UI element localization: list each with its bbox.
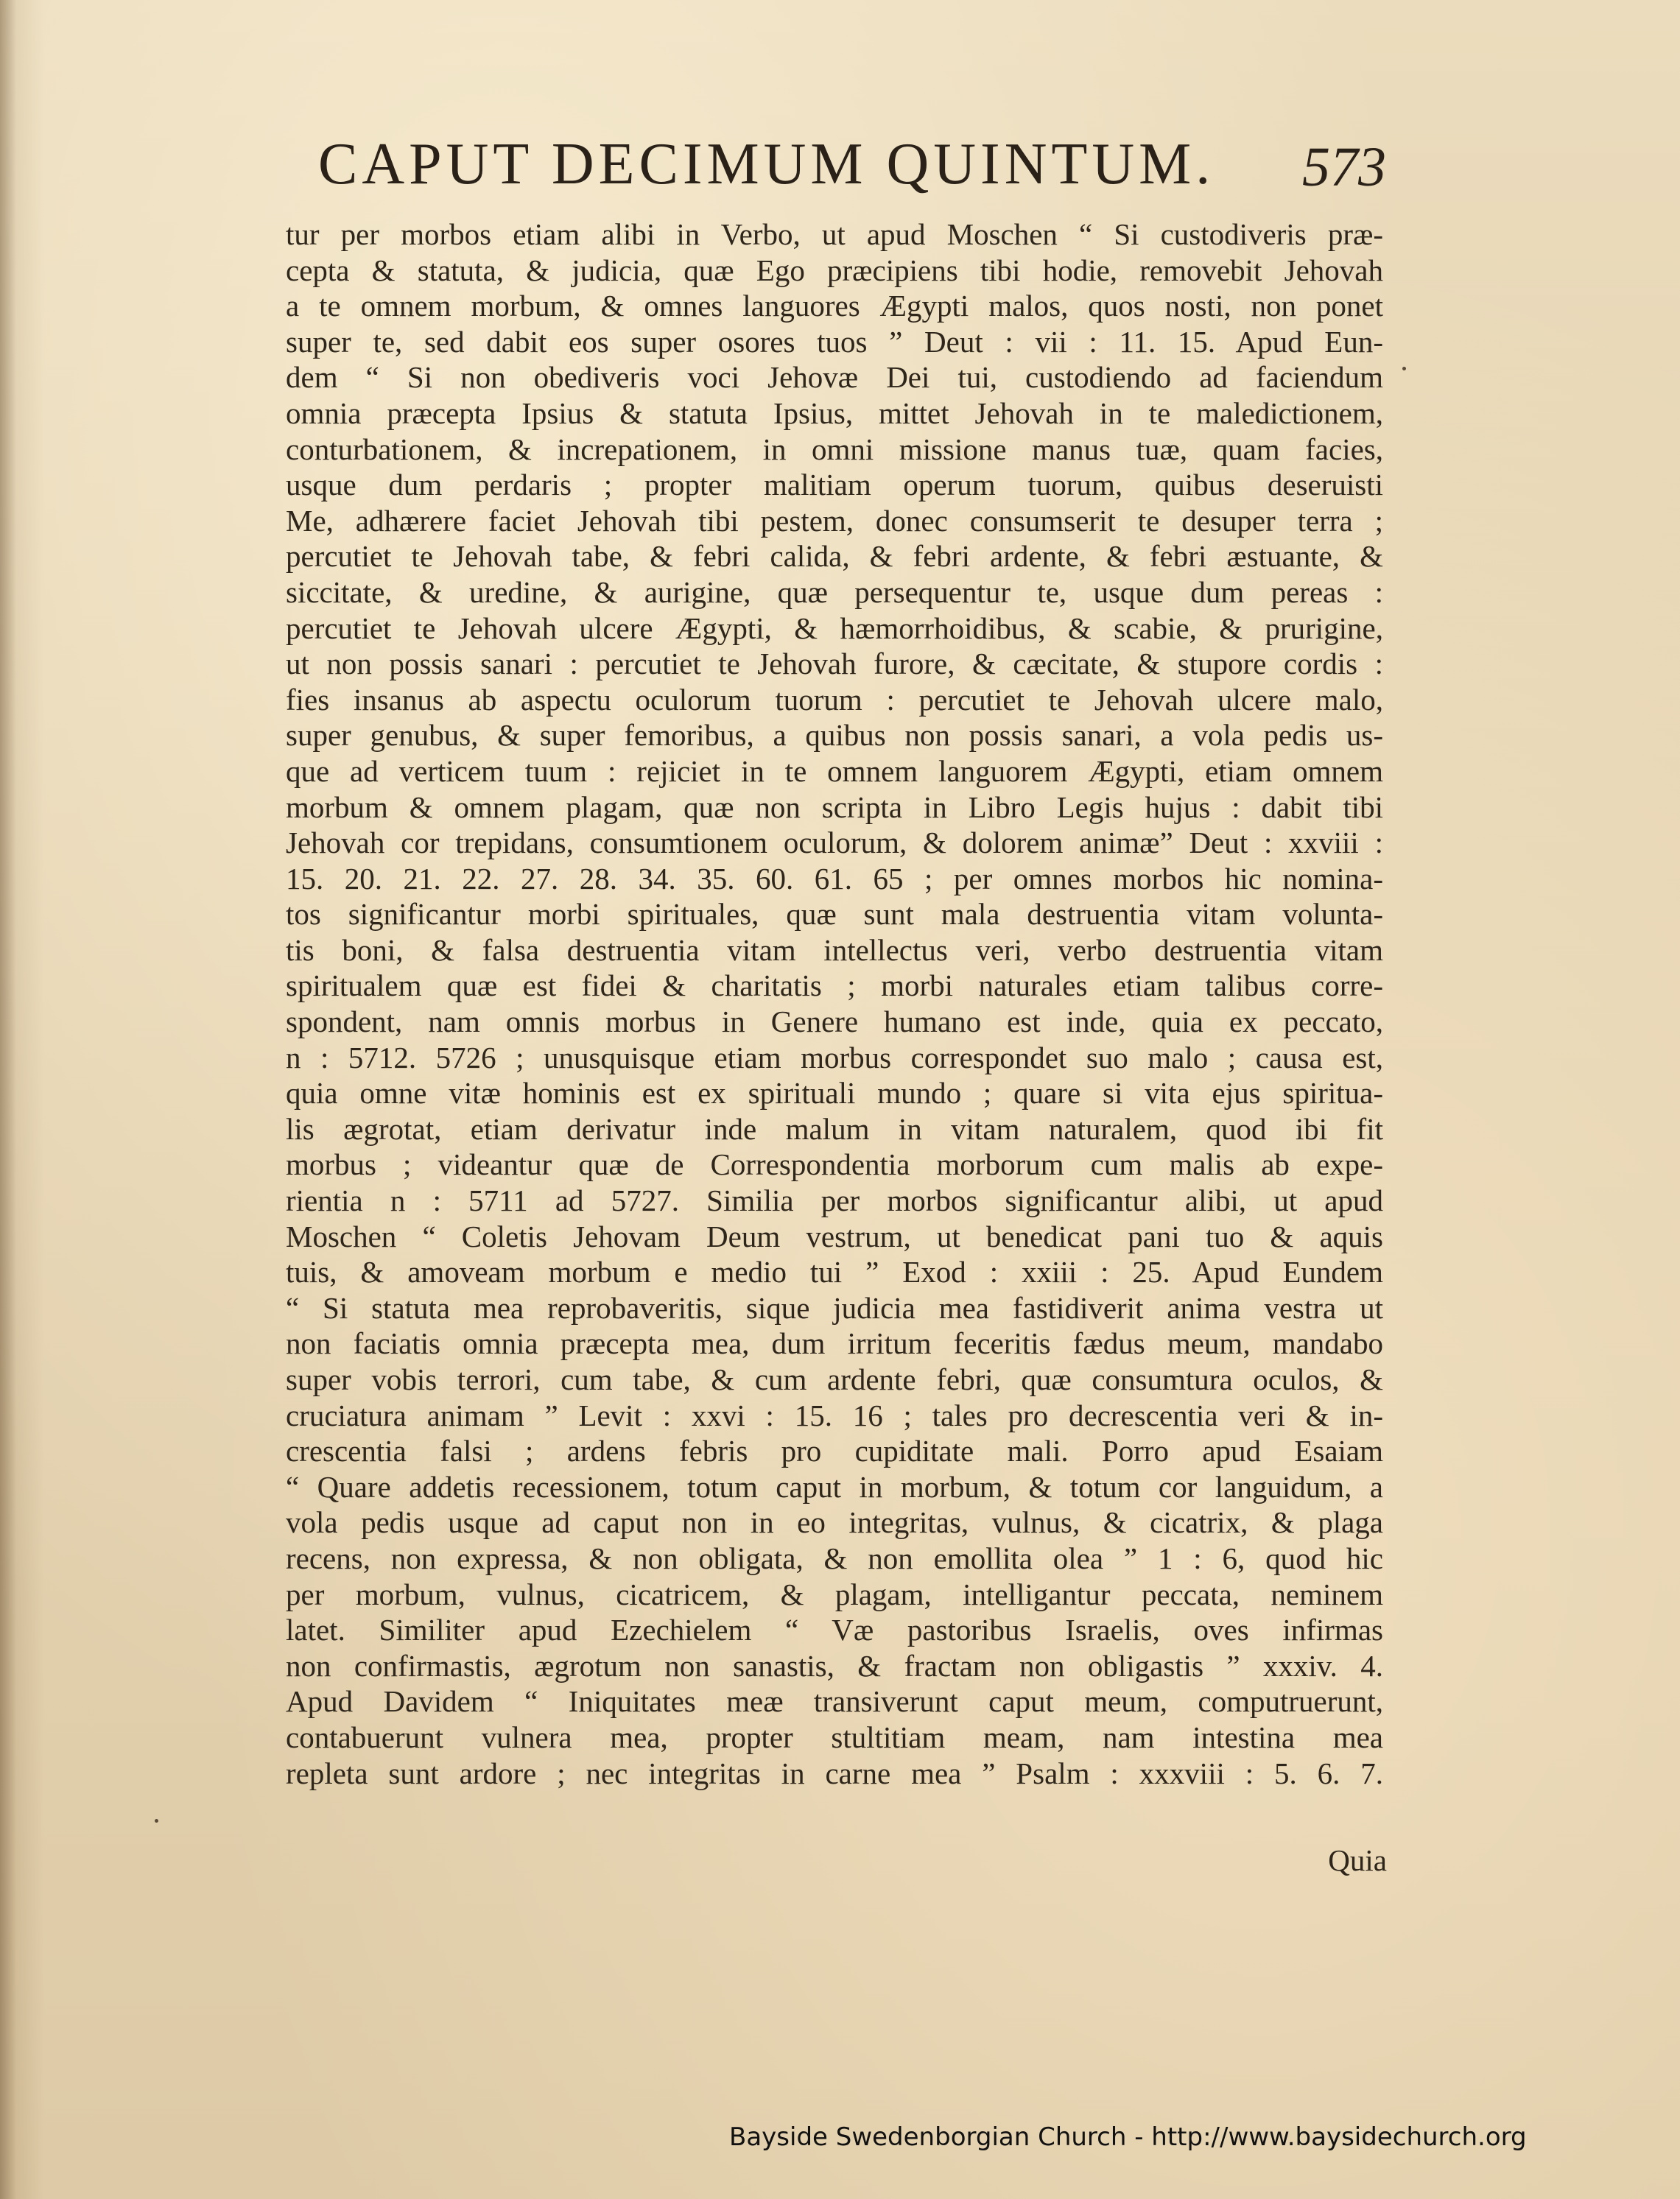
text-line: non faciatis omnia præcepta mea, dum irritum feceritis fædus meum, mandabo <box>286 1326 1383 1361</box>
text-line: super genubus, & super femoribus, a quibus non possis sanari, a vola pedis us- <box>286 718 1383 753</box>
text-line: a te omnem morbum, & omnes languores Ægypti malos, quos nosti, non ponet <box>286 289 1383 323</box>
text-line: Me, adhærere faciet Jehovah tibi pestem, donec consumserit te desuper terra ; <box>286 503 1383 538</box>
text-line: Apud Davidem “ Iniquitates meæ transiverunt caput meum, computruerunt, <box>286 1684 1383 1719</box>
text-line: cepta & statuta, & judicia, quæ Ego præcipiens tibi hodie, removebit Jehovah <box>286 253 1383 287</box>
text-line: cruciatura animam ” Levit : xxvi : 15. 16 ; tales pro decrescentia veri & in- <box>286 1398 1383 1432</box>
text-line: percutiet te Jehovah ulcere Ægypti, & hæmorrhoidibus, & scabie, & prurigine, <box>286 611 1383 645</box>
text-line: latet. Similiter apud Ezechielem “ Væ pastoribus Israelis, oves infirmas <box>286 1613 1383 1647</box>
text-line: Jehovah cor trepidans, consumtionem oculorum, & dolorem animæ” Deut : xxviii : <box>286 826 1383 860</box>
text-line: que ad verticem tuum : rejiciet in te omnem languorem Ægypti, etiam omnem <box>286 753 1383 788</box>
text-line: super te, sed dabit eos super osores tuos ” Deut : vii : 11. 15. Apud Eun- <box>286 324 1383 359</box>
text-line: rientia n : 5711 ad 5727. Similia per morbos significantur alibi, ut apud <box>286 1183 1383 1218</box>
text-line: recens, non expressa, & non obligata, & non emollita olea ” 1 : 6, quod hic <box>286 1541 1383 1575</box>
text-line: omnia præcepta Ipsius & statuta Ipsius, mittet Jehovah in te maledictionem, <box>286 395 1383 430</box>
text-line: conturbationem, & increpationem, in omni missione manus tuæ, quam facies, <box>286 432 1383 466</box>
text-line: quia omne vitæ hominis est ex spirituali mundo ; quare si vita ejus spiritua- <box>286 1076 1383 1111</box>
text-line: tur per morbos etiam alibi in Verbo, ut apud Moschen “ Si custodiveris præ- <box>286 217 1383 251</box>
text-line: tos significantur morbi spirituales, quæ sunt mala destruentia vitam volunta- <box>286 897 1383 932</box>
text-line: n : 5712. 5726 ; unusquisque etiam morbus correspondet suo malo ; causa est, <box>286 1040 1383 1074</box>
text-line: non confirmastis, ægrotum non sanastis, & fractam non obligastis ” xxxiv. 4. <box>286 1648 1383 1683</box>
catchword: Quia <box>1328 1843 1387 1877</box>
text-line: repleta sunt ardore ; nec integritas in carne mea ” Psalm : xxxviii : 5. 6. 7. <box>286 1756 1383 1790</box>
text-line: fies insanus ab aspectu oculorum tuorum : percutiet te Jehovah ulcere malo, <box>286 682 1383 717</box>
watermark-text: Bayside Swedenborgian Church - http://www.baysidechurch.org <box>729 2122 1527 2152</box>
ink-speck <box>155 1819 158 1823</box>
text-line: “ Si statuta mea reprobaveritis, sique judicia mea fastidiverit anima vestra ut <box>286 1290 1383 1325</box>
text-line: tuis, & amoveam morbum e medio tui ” Exod : xxiii : 25. Apud Eundem <box>286 1255 1383 1290</box>
text-line: dem “ Si non obediveris voci Jehovæ Dei tui, custodiendo ad faciendum <box>286 360 1383 395</box>
text-line: “ Quare addetis recessionem, totum caput in morbum, & totum cor languidum, a <box>286 1469 1383 1504</box>
text-line: usque dum perdaris ; propter malitiam operum tuorum, quibus deseruisti <box>286 468 1383 502</box>
ink-speck <box>1402 367 1406 370</box>
page-edge-shadow <box>0 0 16 2199</box>
text-line: percutiet te Jehovah tabe, & febri calida, & febri ardente, & febri æstuante, & <box>286 539 1383 574</box>
text-line: lis ægrotat, etiam derivatur inde malum in vitam naturalem, quod ibi fit <box>286 1111 1383 1146</box>
page-header <box>289 124 1386 205</box>
page-number: 573 <box>1302 136 1386 198</box>
text-line: per morbum, vulnus, cicatricem, & plagam, intelligantur peccata, neminem <box>286 1577 1383 1611</box>
body-text <box>286 217 1383 1791</box>
text-line: morbum & omnem plagam, quæ non scripta in Libro Legis hujus : dabit tibi <box>286 789 1383 824</box>
text-line: spondent, nam omnis morbus in Genere humano est inde, quia ex peccato, <box>286 1004 1383 1039</box>
text-line: 15. 20. 21. 22. 27. 28. 34. 35. 60. 61. 65 ; per omnes morbos hic nomina- <box>286 861 1383 896</box>
text-line: tis boni, & falsa destruentia vitam intellectus veri, verbo destruentia vitam <box>286 932 1383 967</box>
text-line: super vobis terrori, cum tabe, & cum ardente febri, quæ consumtura oculos, & <box>286 1362 1383 1396</box>
text-line: contabuerunt vulnera mea, propter stultitiam meam, nam intestina mea <box>286 1720 1383 1754</box>
text-line: morbus ; videantur quæ de Correspondentia morborum cum malis ab expe- <box>286 1147 1383 1182</box>
text-line: ut non possis sanari : percutiet te Jehovah furore, & cæcitate, & stupore cordis : <box>286 647 1383 681</box>
text-line: crescentia falsi ; ardens febris pro cupiditate mali. Porro apud Esaiam <box>286 1434 1383 1468</box>
running-head: CAPUT DECIMUM QUINTUM. <box>318 132 1215 197</box>
text-line: spiritualem quæ est fidei & charitatis ; morbi naturales etiam talibus corre- <box>286 968 1383 1003</box>
text-line: Moschen “ Coletis Jehovam Deum vestrum, ut benedicat pani tuo & aquis <box>286 1219 1383 1253</box>
text-line: siccitate, & uredine, & aurigine, quæ persequentur te, usque dum pereas : <box>286 574 1383 609</box>
text-line: vola pedis usque ad caput non in eo integritas, vulnus, & cicatrix, & plaga <box>286 1505 1383 1540</box>
